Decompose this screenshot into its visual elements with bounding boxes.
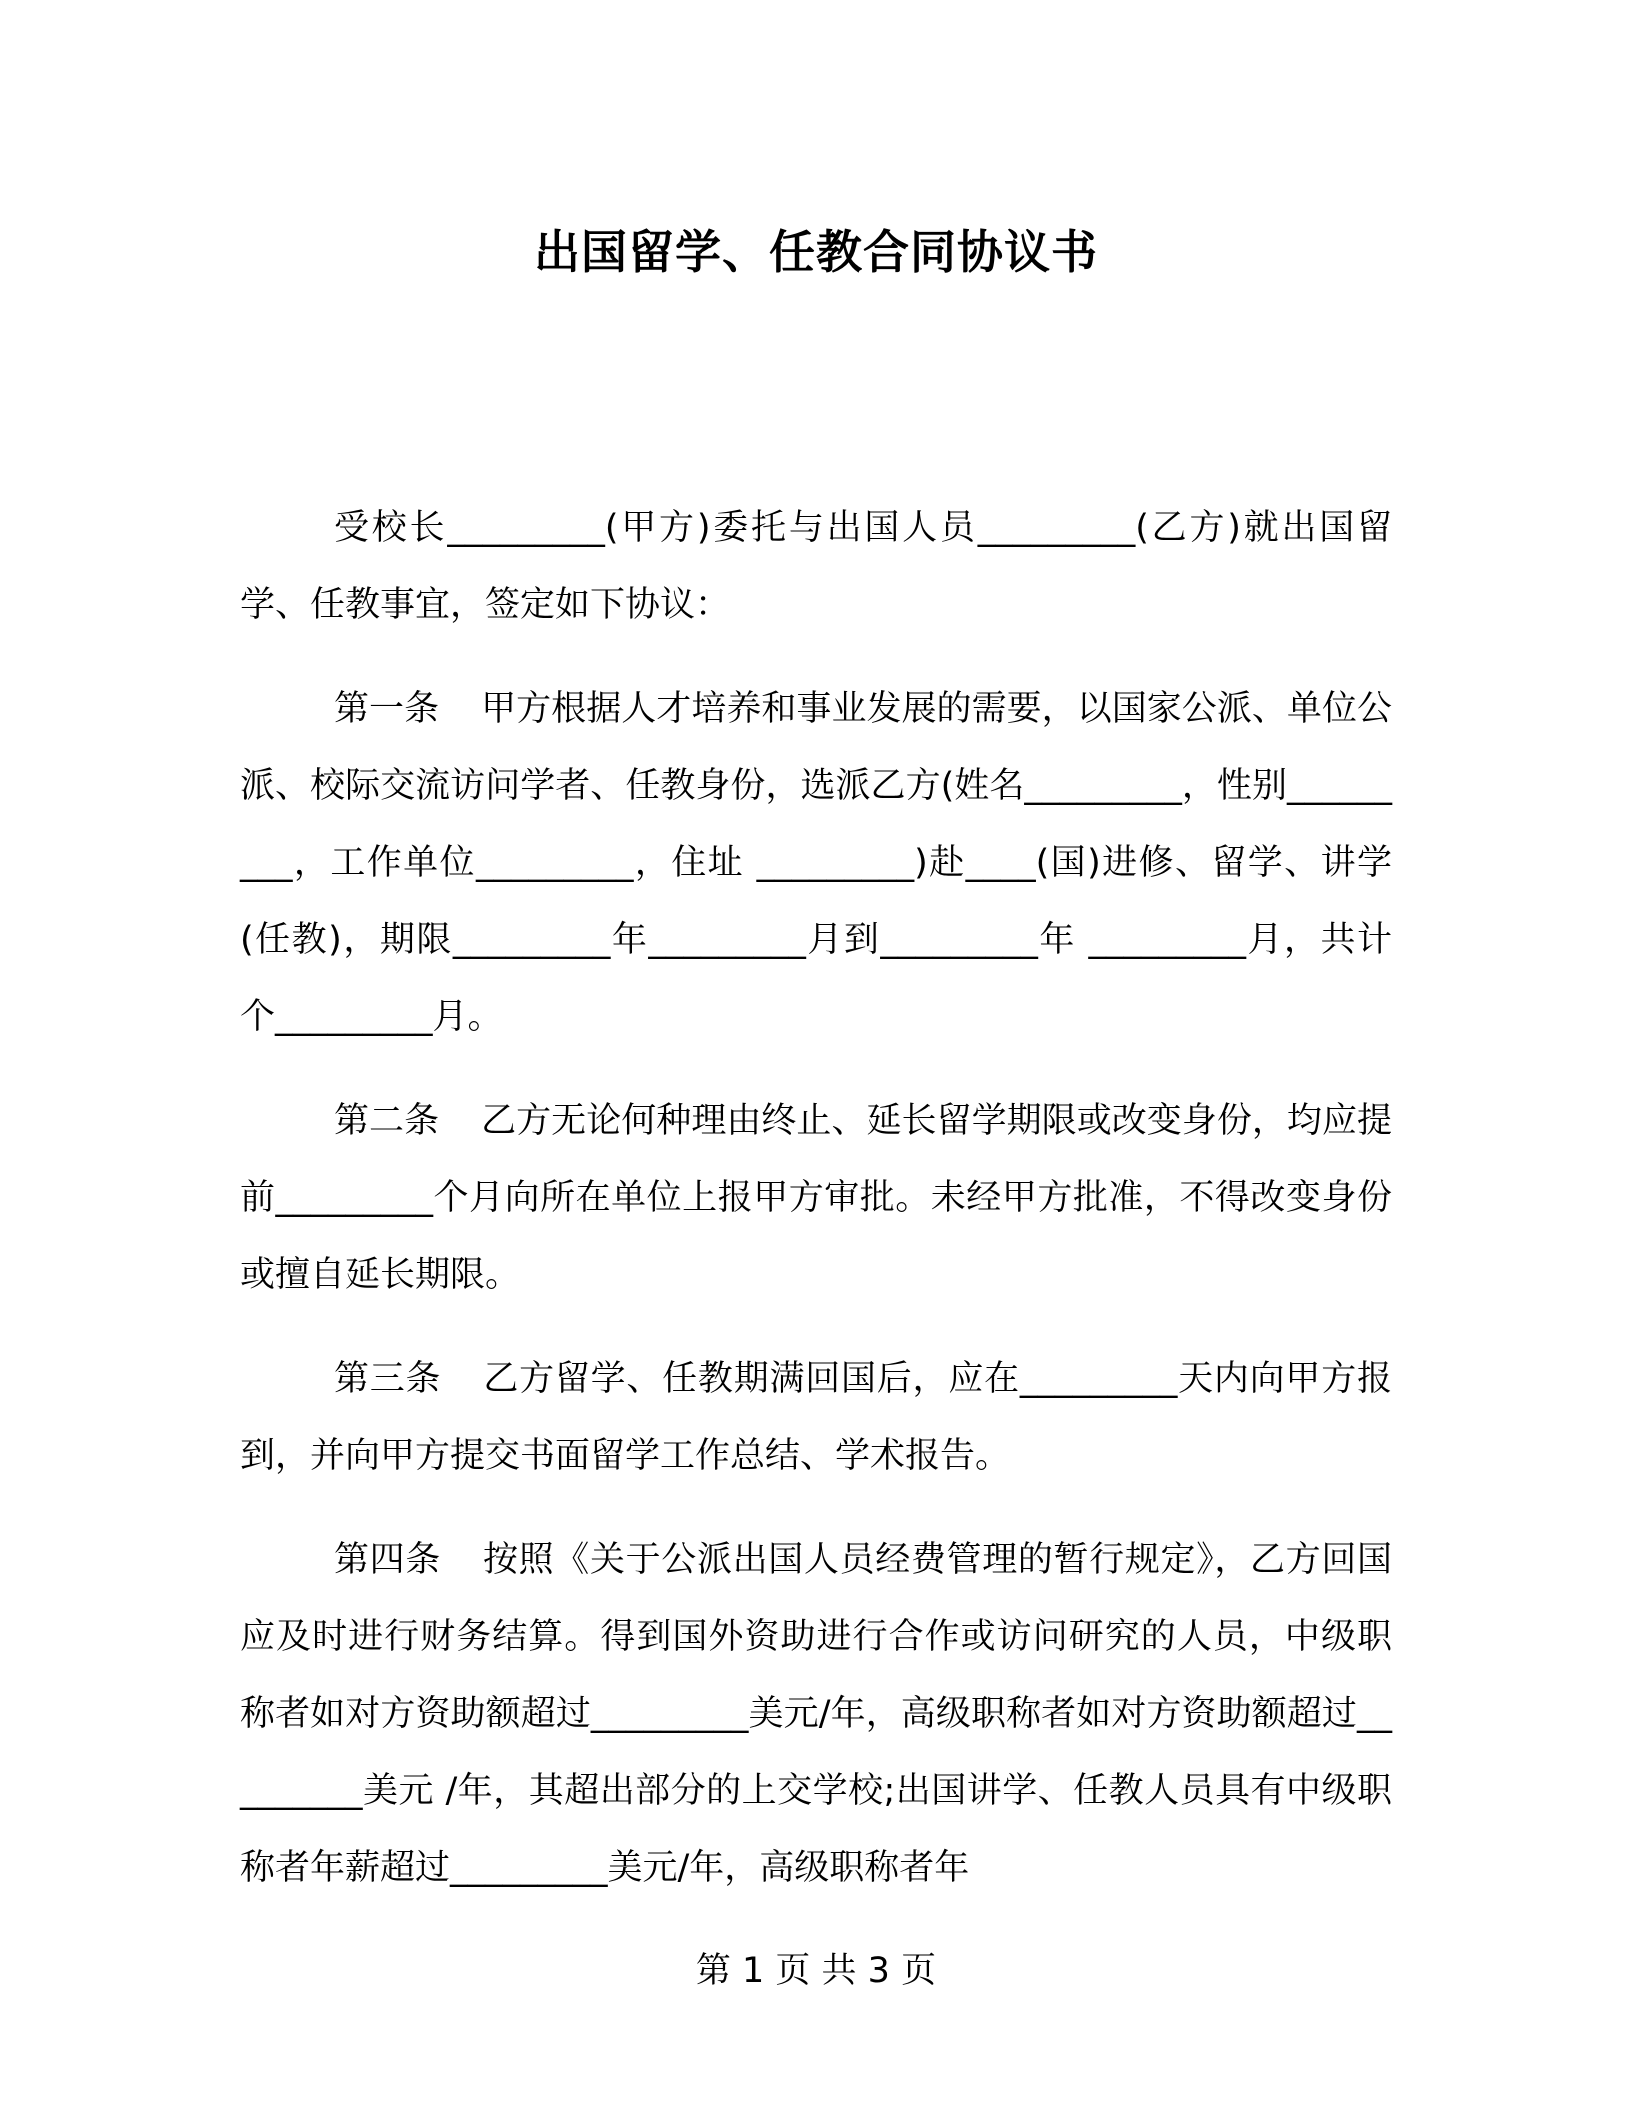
- article-4: [240, 1522, 1392, 1907]
- article-3-text: 乙方留学、任教期满回国后，应在_________天内向甲方报到，并向甲方提交书面留学工作总结、学术报告。: [240, 1359, 1392, 1476]
- article-2-label: 第二条: [334, 1101, 440, 1141]
- article-1-text: 甲方根据人才培养和事业发展的需要，以国家公派、单位公派、校际交流访问学者、任教身份，选派乙方(姓名_________，性别_________，工作单位_________，住址 _________)赴____(国)进修、留学、讲学(任教)，期限_________年_________月到_________年 _________月，共计个_________月。: [240, 689, 1392, 1037]
- article-3-label: 第三条: [334, 1359, 442, 1399]
- article-4-text: 按照《关于公派出国人员经费管理的暂行规定》，乙方回国应及时进行财务结算。得到国外资助进行合作或访问研究的人员，中级职称者如对方资助额超过_________美元/年，高级职称者如对方资助额超过_________美元 /年，其超出部分的上交学校;出国讲学、任教人员具有中级职称者年薪超过_________美元/年，高级职称者年: [240, 1540, 1392, 1888]
- article-1-label: 第一条: [334, 689, 440, 729]
- page-number-footer: 第 1 页 共 3 页: [695, 1951, 937, 1991]
- document-body: [240, 490, 1392, 1907]
- article-4-label: 第四条: [334, 1540, 441, 1580]
- article-2-text: 乙方无论何种理由终止、延长留学期限或改变身份，均应提前_________个月向所在单位上报甲方审批。未经甲方批准，不得改变身份或擅自延长期限。: [240, 1101, 1392, 1295]
- intro-paragraph: 受校长_________(甲方)委托与出国人员_________(乙方)就出国留学、任教事宜，签定如下协议：: [240, 508, 1392, 625]
- article-1: [240, 671, 1392, 1056]
- document-title: 出国留学、任教合同协议书: [534, 225, 1098, 279]
- article-3: [240, 1341, 1392, 1495]
- article-2: [240, 1083, 1392, 1314]
